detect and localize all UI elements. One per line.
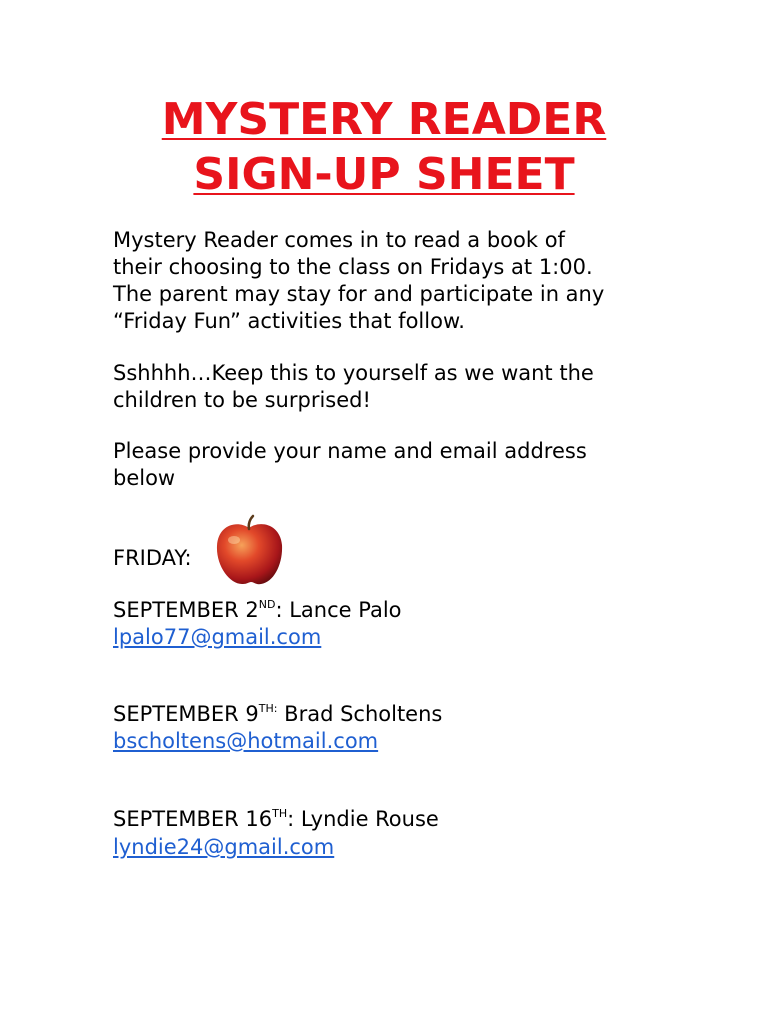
apple-icon (214, 514, 284, 586)
intro-line: Mystery Reader comes in to read a book of (113, 228, 565, 252)
entry-date-suffix: TH: (258, 702, 278, 715)
intro-line: The parent may stay for and participate in any (113, 282, 605, 306)
entry-email-link[interactable]: bscholtens@hotmail.com (113, 729, 379, 753)
request-paragraph (113, 438, 673, 492)
entry-row (113, 701, 442, 728)
secret-line: Sshhhh…Keep this to yourself as we want the (113, 361, 594, 385)
title-line-1: MYSTERY READER (161, 94, 607, 145)
entry-date-suffix: TH (272, 807, 288, 820)
friday-label: FRIDAY: (113, 546, 192, 570)
intro-line: “Friday Fun” activities that follow. (113, 309, 465, 333)
page-title (0, 92, 768, 202)
entry-date-suffix: ND (258, 598, 276, 611)
entry-row (113, 806, 439, 833)
title-line-2: SIGN-UP SHEET (193, 149, 575, 200)
secret-paragraph (113, 360, 673, 414)
entry-email-link[interactable]: lpalo77@gmail.com (113, 625, 322, 649)
entry-row (113, 597, 402, 624)
request-line: below (113, 466, 176, 490)
entry-reader: : Lance Palo (275, 598, 402, 622)
intro-paragraph (113, 227, 673, 335)
entry-reader: : Lyndie Rouse (287, 807, 439, 831)
secret-line: children to be surprised! (113, 388, 371, 412)
request-line: Please provide your name and email address (113, 439, 587, 463)
intro-line: their choosing to the class on Fridays at 1:00. (113, 255, 593, 279)
entry-email-link[interactable]: lyndie24@gmail.com (113, 835, 335, 859)
entry-date: SEPTEMBER 16 (113, 807, 273, 831)
entry-date: SEPTEMBER 2 (113, 598, 259, 622)
entry-date: SEPTEMBER 9 (113, 702, 259, 726)
entry-reader: Brad Scholtens (277, 702, 443, 726)
